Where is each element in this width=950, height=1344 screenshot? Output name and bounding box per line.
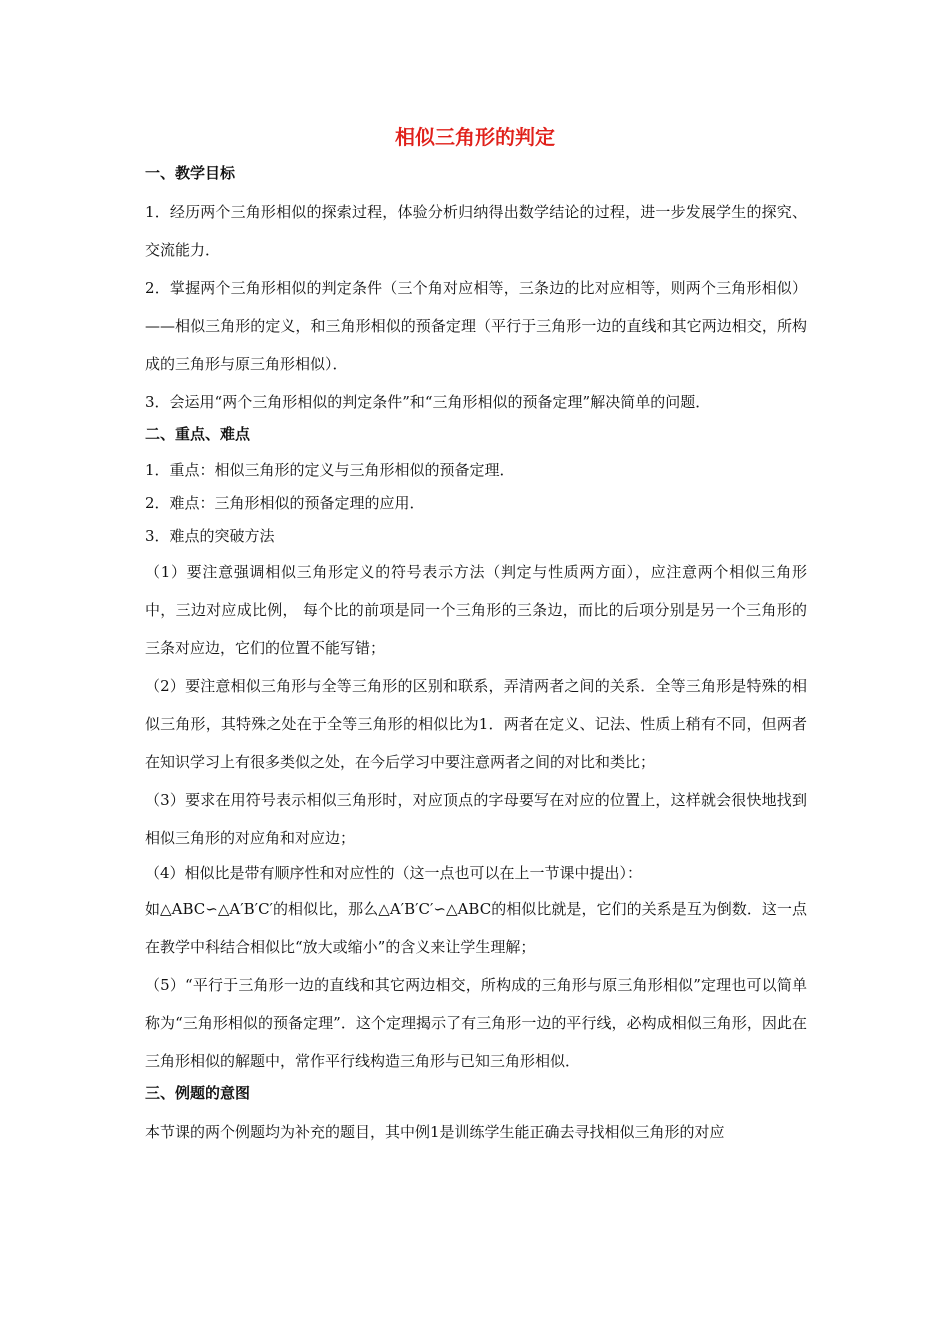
note-3: （3）要求在用符号表示相似三角形时，对应顶点的字母要写在对应的位置上，这样就会很快地找到相似三角形的对应角和对应边； [145,791,807,847]
key-point-item-1: 1．重点：相似三角形的定义与三角形相似的预备定理． [145,461,515,479]
note-2: （2）要注意相似三角形与全等三角形的区别和联系，弄清两者之间的关系．全等三角形是特殊的相似三角形，其特殊之处在于全等三角形的相似比为1．两者在定义、记法、性质上稍有不同，但两者在知识学习上有很多类似之处，在今后学习中要注意两者之间的对比和类比； [145,677,807,771]
note-5: （5）“平行于三角形一边的直线和其它两边相交，所构成的三角形与原三角形相似”定理也可以简单称为“三角形相似的预备定理”．这个定理揭示了有三角形一边的平行线，必构成相似三角形，因此在三角形相似的解题中，常作平行线构造三角形与已知三角形相似． [145,976,807,1070]
document-title: 相似三角形的判定 [395,125,555,149]
example-intent-text: 本节课的两个例题均为补充的题目，其中例1是训练学生能正确去寻找相似三角形的对应 [145,1123,725,1141]
document-body [145,161,807,1151]
note-4-example: 如△ABC∽△A′B′C′的相似比，那么△A′B′C′∽△ABC的相似比就是，它们的关系是互为倒数．这一点在教学中科结合相似比“放大或缩小”的含义来让学生理解； [145,900,807,956]
key-point-item-2: 2．难点：三角形相似的预备定理的应用． [145,494,425,512]
note-4: （4）相似比是带有顺序性和对应性的（这一点也可以在上一节课中提出）： [145,864,643,882]
key-point-item-3: 3．难点的突破方法 [145,527,275,545]
goal-item-3: 3．会运用“两个三角形相似的判定条件”和“三角形相似的预备定理”解决简单的问题． [145,393,711,411]
goal-item-1: 1．经历两个三角形相似的探索过程，体验分析归纳得出数学结论的过程，进一步发展学生的探究、交流能力． [145,203,807,259]
note-1: （1）要注意强调相似三角形定义的符号表示方法（判定与性质两方面），应注意两个相似三角形中，三边对应成比例， 每个比的前项是同一个三角形的三条边，而比的后项分别是另一个三角形的三条对应边，它们的位置不能写错； [145,563,807,657]
section-heading-teaching-goals: 一、教学目标 [145,164,236,182]
section-heading-key-points: 二、重点、难点 [145,425,251,443]
section-heading-example-intent: 三、例题的意图 [145,1084,251,1102]
goal-item-2: 2．掌握两个三角形相似的判定条件（三个角对应相等，三条边的比对应相等，则两个三角形相似）——相似三角形的定义，和三角形相似的预备定理（平行于三角形一边的直线和其它两边相交，所构成的三角形与原三角形相似）． [145,279,807,373]
